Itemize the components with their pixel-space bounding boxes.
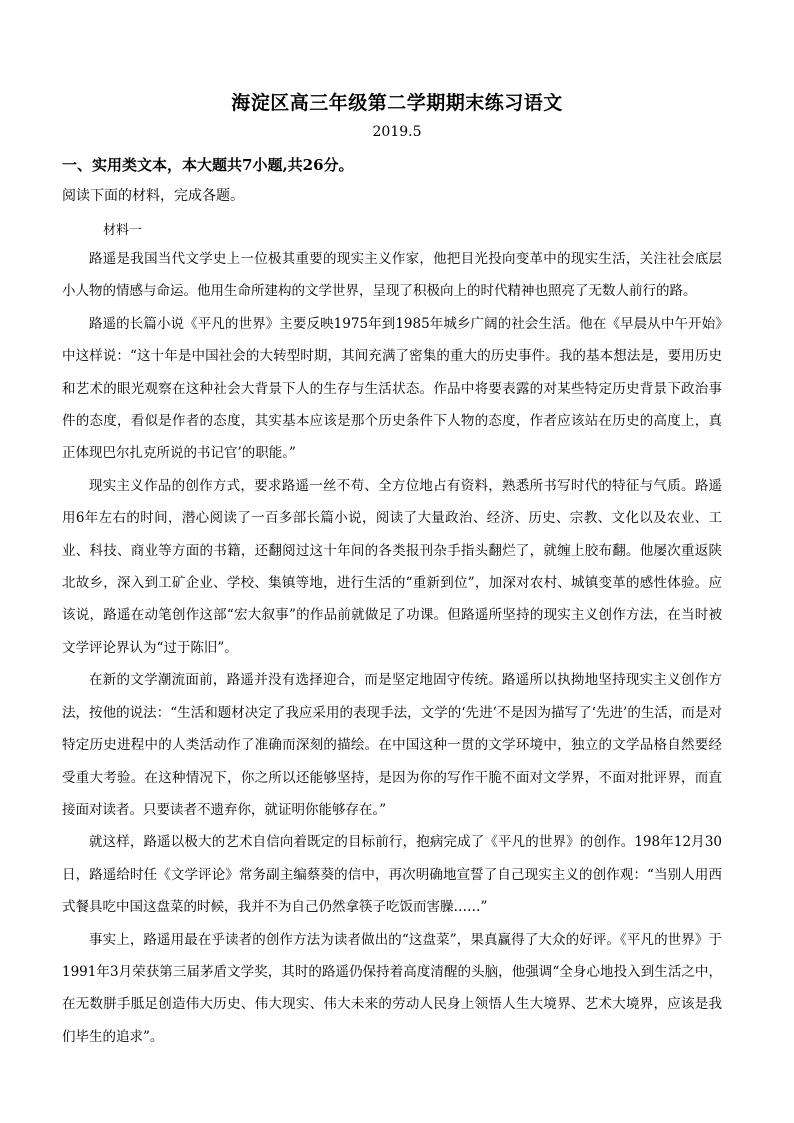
paragraph: 就这样，路遥以极大的艺术自信向着既定的目标前行，抱病完成了《平凡的世界》的创作。198年12月30日，路遥给时任《文学评论》常务副主编蔡葵的信中，再次明确地宣誓了自己现实主义的创作观：“当别人用西式餐具吃中国这盘菜的时候，我并不为自己仍然拿筷子吃饭而害臊……” (62, 834, 722, 916)
paragraph: 现实主义作品的创作方式，要求路遥一丝不苟、全方位地占有资料，熟悉所书写时代的特征与气质。路遥用6年左右的时间，潜心阅读了一百多部长篇小说，阅读了大量政治、经济、历史、宗教、文化以及农业、工业、科技、商业等方面的书籍，还翻阅过这十年间的各类报刊杂手指头翻烂了，就缠上胶布翻。他屡次重返陕北故乡，深入到工矿企业、学校、集镇等地，进行生活的“重新到位”，加深对农村、城镇变革的感性体验。应该说，路遥在动笔创作这部“宏大叙事”的作品前就做足了功课。但路遥所坚持的现实主义创作方法，在当时被文学评论界认为“过于陈旧”。 (62, 477, 722, 656)
instruction-text: 阅读下面的材料，完成各题。 (62, 188, 244, 204)
article-body (62, 243, 722, 1053)
material-label: 材料一 (103, 223, 143, 238)
paragraph: 在新的文学潮流面前，路遥并没有选择迎合，而是坚定地固守传统。路遥所以执拗地坚持现实主义创作方法，按他的说法：“生活和题材决定了我应采用的表现手法，文学的‘先进’不是因为描写了‘先进’的生活，而是对特定历史进程中的人类活动作了准确而深刻的描绘。在中国这种一贯的文学环境中，独立的文学品格自然要经受重大考验。在这种情况下，你之所以还能够坚持，是因为你的写作干脆不面对文学界，不面对批评界，而直接面对读者。只要读者不遗弃你，就证明你能够存在。” (62, 672, 722, 818)
section-heading: 一、实用类文本，本大题共7小题,共26分。 (62, 156, 354, 174)
exam-date: 2019.5 (372, 124, 422, 140)
paragraph: 路遥是我国当代文学史上一位极其重要的现实主义作家，他把目光投向变革中的现实生活，关注社会底层小人物的情感与命运。他用生命所建构的文学世界，呈现了积极向上的时代精神也照亮了无数人前行的路。 (62, 251, 722, 300)
paragraph: 事实上，路遥用最在乎读者的创作方法为读者做出的“这盘菜”，果真赢得了大众的好评。《平凡的世界》于1991年3月荣获第三届茅盾文学奖，其时的路遥仍保持着高度清醒的头脑，他强调“全身心地投入到生活之中，在无数胼手胝足创造伟大历史、伟大现实、伟大未来的劳动人民身上领悟人生大境界、艺术大境界，应该是我们毕生的追求”。 (62, 931, 722, 1045)
paragraph: 路遥的长篇小说《平凡的世界》主要反映1975年到1985年城乡广阔的社会生活。他在《早晨从中午开始》中这样说：“这十年是中国社会的大转型时期，其间充满了密集的重大的历史事件。我的基本想法是，要用历史和艺术的眼光观察在这种社会大背景下人的生存与生活状态。作品中将要表露的对某些特定历史背景下政治事件的态度，看似是作者的态度，其实基本应该是那个历史条件下人物的态度，作者应该站在历史的高度上，真正体现巴尔扎克所说的书记官’的职能。” (62, 315, 722, 462)
page-title: 海淀区高三年级第二学期期末练习语文 (231, 92, 563, 114)
